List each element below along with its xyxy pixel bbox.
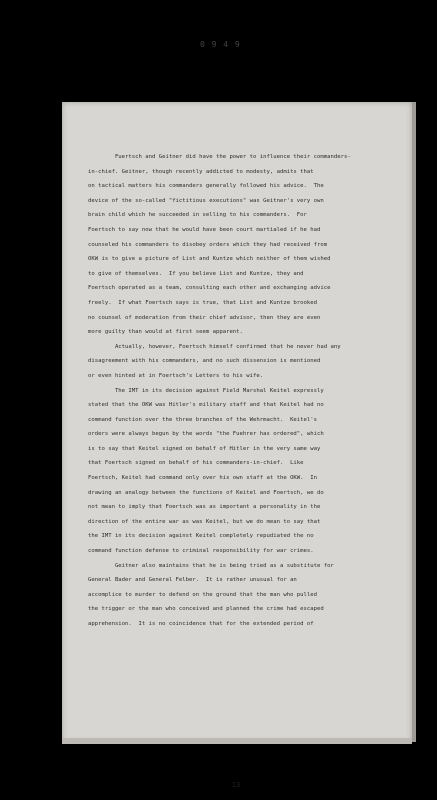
text-line: Foertsch operated as a team, consulting each other and exchanging advice (88, 285, 331, 292)
text-line: apprehension. It is no coincidence that for the extended period of (88, 621, 314, 627)
scan-top-border (0, 0, 437, 102)
text-line: device of the so-called "fictitious executions" was Geitner's very own (88, 197, 324, 204)
text-line: Actually, however, Foertsch himself confirmed that he never had any (88, 343, 341, 350)
text-line: the trigger or the man who conceived and planned the crime had escaped (88, 606, 324, 613)
text-line: no counsel of moderation from their chief advisor, then they are even (88, 314, 321, 321)
text-line: drawing an analogy between the functions of Keitel and Foertsch, we do (88, 489, 324, 496)
text-line: Geitner also maintains that he is being tried as a substitute for (88, 562, 334, 569)
text-line: the IMT in its decision against Keitel completely repudiated the no (88, 533, 314, 540)
text-line: freely. If what Foertsch says is true, that List and Kuntze brooked (88, 299, 318, 306)
text-line: command function defense to criminal responsibility for war crimes. (88, 548, 314, 555)
text-line: more guilty than would at first seem apparent. (88, 329, 243, 336)
text-line: that Foertsch signed on behalf of his commanders-in-chief. Like (88, 460, 304, 467)
text-line: orders were always begun by the words "the Fuehrer has ordered", which (88, 431, 324, 438)
page-bottom-edge (62, 738, 412, 744)
text-line: OKW is to give a picture of List and Kuntze which neither of them wished (88, 256, 331, 263)
text-line: is to say that Keitel signed on behalf of Hitler in the very same way (88, 445, 321, 452)
page-side-edge (412, 102, 416, 742)
text-line: The IMT in its decision against Field Marshal Keitel expressly (88, 387, 324, 394)
text-line: or even hinted at in Foertsch's Letters to his wife. (88, 372, 264, 379)
text-line: Foertsch, Keitel had command only over his own staff at the OKW. In (88, 475, 318, 482)
text-line: counseled his commanders to disobey orders which they had received from (88, 241, 328, 248)
text-line: Fuertsch and Geitner did have the power to influence their commanders- (88, 154, 351, 160)
text-line: not mean to imply that Foertsch was as important a personality in the (88, 504, 321, 511)
text-line: in-chief. Geitner, though recently addicted to modesty, admits that (88, 168, 314, 175)
text-line: on tactical matters his commanders generally followed his advice. The (88, 183, 324, 190)
text-line: stated that the OKW was Hitler's military staff and that Keitel had no (88, 402, 324, 409)
text-line: Foertsch to say now that he would have been court martialed if he had (88, 226, 321, 233)
text-line: to give of themselves. If you believe List and Kuntze, they and (88, 270, 304, 277)
text-line: brain child which he succeeded in selling to his commanders. For (88, 212, 307, 219)
text-line: accomplice to murder to defend on the ground that the man who pulled (88, 591, 318, 598)
text-line: General Bader and General Felber. It is rather unusual for an (88, 577, 297, 584)
text-line: disagreement with his commanders, and no such dissension is mentioned (88, 358, 321, 365)
text-line: direction of the entire war as was Keitel, but we do mean to say that (88, 518, 321, 525)
page-number: 13 (231, 781, 241, 789)
archive-mark: 0 9 4 9 (200, 40, 241, 49)
text-line: command function over the three branches of the Wehrmacht. Keitel's (88, 416, 318, 423)
document-body (88, 150, 384, 789)
